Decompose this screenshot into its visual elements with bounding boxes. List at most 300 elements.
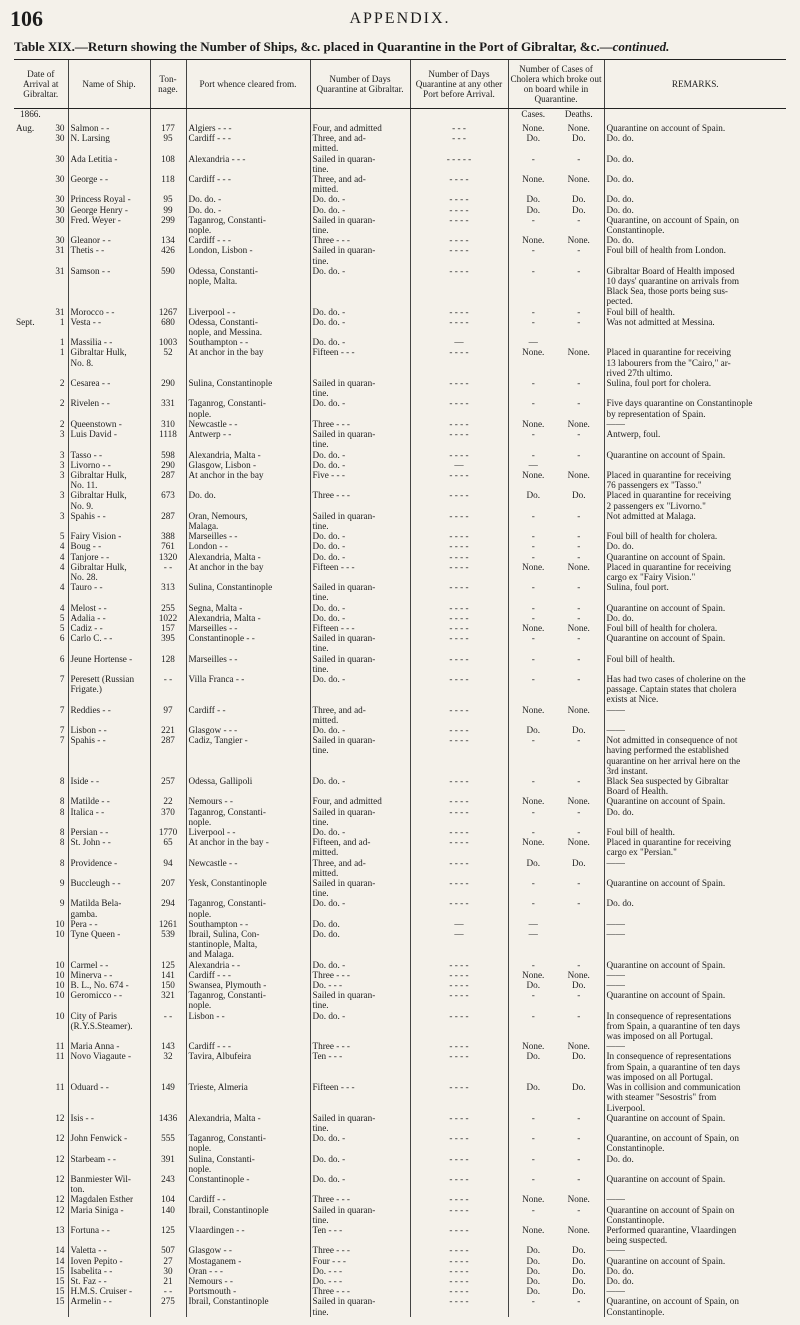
port-cleared: Nemours - -	[188, 1275, 233, 1286]
remarks: Has had two cases of cholerine on the passage. Captain states that cholera exists at Nice.	[606, 673, 746, 705]
tonnage-cell	[150, 837, 186, 857]
tonnage-cell	[150, 460, 186, 470]
cholera-deaths: Do.	[571, 1286, 586, 1297]
cholera-cases: -	[531, 602, 535, 613]
arrival-day: 2	[59, 378, 65, 389]
tonnage-cell	[150, 541, 186, 551]
table-row	[14, 1082, 786, 1113]
port-cleared: Cardiff - - -	[188, 969, 231, 980]
days-other-cell	[410, 878, 508, 898]
port-cleared: Portsmouth -	[188, 1286, 237, 1297]
days-other-port: - - - -	[449, 306, 469, 317]
remarks-cell	[604, 735, 786, 776]
days-gibraltar-cell	[310, 266, 410, 307]
cholera-cases: -	[531, 1204, 535, 1215]
cholera-cell	[508, 317, 604, 337]
ship-name-cell	[68, 347, 150, 378]
ship-name-cell	[68, 603, 150, 613]
arrival-day: 4	[59, 582, 65, 593]
days-gibraltar: Three - - -	[312, 235, 350, 246]
days-gibraltar-cell	[310, 1266, 410, 1276]
table-row	[14, 317, 786, 337]
arrival-day: 7	[59, 704, 65, 715]
arrival-date-cell	[14, 970, 68, 980]
arrival-day: 9	[59, 878, 65, 889]
cholera-deaths: Do.	[571, 724, 586, 735]
cholera-deaths: None.	[567, 704, 590, 715]
days-other-port: - - - -	[449, 378, 469, 389]
arrival-day: 11	[55, 1051, 65, 1062]
cholera-deaths: Do.	[571, 133, 586, 144]
days-other-port: - - - -	[449, 959, 469, 970]
port-cleared: Nemours - -	[188, 796, 233, 807]
days-other-port: - - - -	[449, 347, 469, 358]
ship-name: Fairy Vision -	[70, 531, 122, 542]
ship-name-cell	[68, 1113, 150, 1133]
cholera-deaths: -	[577, 633, 581, 644]
tonnage-cell	[150, 194, 186, 204]
days-other-cell	[410, 245, 508, 265]
days-gibraltar-cell	[310, 562, 410, 582]
tonnage-cell	[150, 337, 186, 347]
tonnage: 94	[163, 857, 173, 868]
cholera-deaths: None.	[567, 469, 590, 480]
days-gibraltar: Three - - -	[312, 1041, 350, 1052]
remarks-cell	[604, 898, 786, 918]
days-other-port: - - - -	[449, 898, 469, 909]
header-days-gibraltar: Number of Days Quarantine at Gibraltar.	[310, 60, 410, 109]
arrival-date-cell	[14, 398, 68, 418]
cholera-deaths: None.	[567, 1224, 590, 1235]
ship-name-cell	[68, 531, 150, 541]
ship-name: Adalia - -	[70, 612, 106, 623]
port-cleared: Marseilles - -	[188, 531, 238, 542]
arrival-date-cell	[14, 827, 68, 837]
arrival-day: 31	[55, 245, 65, 256]
remarks: Quarantine on account of Spain.	[606, 1173, 726, 1184]
tonnage: 1118	[159, 429, 177, 440]
header-cholera-cases: Number of Cases of Cholera which broke out on board while in Quarantine.	[508, 60, 604, 109]
days-gibraltar-cell	[310, 807, 410, 827]
cholera-deaths: -	[577, 673, 581, 684]
port-cleared: Segna, Malta -	[188, 602, 243, 613]
table-row	[14, 837, 786, 857]
days-other-cell	[410, 552, 508, 562]
arrival-date-cell	[14, 307, 68, 317]
remarks: Do. do.	[606, 806, 634, 817]
days-gibraltar-cell	[310, 1174, 410, 1194]
port-cell	[186, 337, 310, 347]
cholera-deaths	[556, 929, 602, 939]
days-other-port: - - - -	[449, 398, 469, 409]
remarks-cell	[604, 245, 786, 265]
remarks-cell	[604, 1174, 786, 1194]
days-gibraltar: Sailed in quaran- tine.	[312, 510, 376, 531]
days-other-port: - - - -	[449, 561, 469, 572]
ship-name: N. Larsing	[70, 133, 110, 144]
arrival-date-cell	[14, 378, 68, 398]
arrival-day: 5	[59, 531, 65, 542]
table-row	[14, 1154, 786, 1174]
days-other-cell	[410, 776, 508, 796]
tonnage: 1003	[158, 337, 178, 348]
cholera-deaths: -	[577, 378, 581, 389]
arrival-day: 4	[59, 541, 65, 552]
ship-name-cell	[68, 205, 150, 215]
port-cell	[186, 919, 310, 929]
tonnage: - -	[163, 1286, 173, 1297]
table-row	[14, 511, 786, 531]
ship-name-cell	[68, 980, 150, 990]
ship-name-cell	[68, 174, 150, 194]
ship-name-cell	[68, 654, 150, 674]
remarks: ——	[606, 980, 625, 991]
ship-name-cell	[68, 1286, 150, 1296]
port-cell	[186, 1245, 310, 1255]
remarks-cell	[604, 470, 786, 490]
port-cell	[186, 266, 310, 307]
tonnage: 52	[163, 347, 173, 358]
days-gibraltar: Three, and ad- mitted.	[312, 133, 366, 154]
arrival-day: 31	[55, 265, 65, 276]
ship-name-cell	[68, 378, 150, 398]
days-other-cell	[410, 194, 508, 204]
cholera-cases: Do.	[526, 1275, 541, 1286]
tonnage-cell	[150, 633, 186, 653]
cholera-cases: -	[531, 898, 535, 909]
days-gibraltar-cell	[310, 1225, 410, 1245]
ship-name: Ioven Pepito -	[70, 1255, 123, 1266]
tonnage-cell	[150, 725, 186, 735]
cholera-cases: -	[531, 1112, 535, 1123]
days-gibraltar-cell	[310, 1286, 410, 1296]
cholera-cases: —	[528, 918, 538, 929]
days-other-cell	[410, 1245, 508, 1255]
cholera-deaths: None.	[567, 174, 590, 185]
remarks-cell	[604, 603, 786, 613]
cholera-deaths: -	[577, 510, 581, 521]
port-cleared: Lisbon - -	[188, 1010, 225, 1021]
tonnage-cell	[150, 603, 186, 613]
ship-name: Boug - -	[70, 541, 102, 552]
remarks-cell	[604, 1296, 786, 1316]
ship-name-cell	[68, 1266, 150, 1276]
days-other-cell	[410, 1205, 508, 1225]
remarks-cell	[604, 511, 786, 531]
port-cleared: At anchor in the bay	[188, 347, 264, 358]
days-gibraltar-cell	[310, 1051, 410, 1082]
table-row	[14, 980, 786, 990]
cholera-cell	[508, 990, 604, 1010]
days-gibraltar: Four - - -	[312, 1255, 346, 1266]
tonnage: 290	[161, 459, 175, 470]
cholera-cell	[508, 419, 604, 429]
days-other-port: - - - -	[449, 1194, 469, 1205]
port-cleared: London - -	[188, 541, 228, 552]
arrival-date-cell	[14, 470, 68, 490]
remarks-cell	[604, 154, 786, 174]
days-other-cell	[410, 980, 508, 990]
page-number: 106	[10, 6, 43, 31]
tonnage-cell	[150, 674, 186, 705]
tonnage-cell	[150, 878, 186, 898]
ship-name: St. John - -	[70, 837, 111, 848]
days-other-port: - - - -	[449, 541, 469, 552]
days-gibraltar-cell	[310, 613, 410, 623]
cholera-deaths: -	[577, 541, 581, 552]
days-other-cell	[410, 970, 508, 980]
days-gibraltar-cell	[310, 623, 410, 633]
days-gibraltar: Three - - -	[312, 418, 350, 429]
cholera-deaths: -	[577, 1133, 581, 1144]
ship-name-cell	[68, 541, 150, 551]
remarks-cell	[604, 429, 786, 449]
days-gibraltar: Three - - -	[312, 1245, 350, 1256]
cholera-cell	[508, 776, 604, 796]
tonnage-cell	[150, 1276, 186, 1286]
days-gibraltar: Fifteen - - -	[312, 1082, 355, 1093]
table-row	[14, 623, 786, 633]
arrival-date-cell	[14, 511, 68, 531]
cholera-cases: -	[531, 316, 535, 327]
tonnage: 95	[163, 194, 173, 205]
remarks-cell	[604, 1225, 786, 1245]
port-cleared: Cardiff - -	[188, 704, 226, 715]
days-gibraltar-cell	[310, 317, 410, 337]
arrival-date-cell	[14, 1205, 68, 1225]
cholera-cell	[508, 205, 604, 215]
days-gibraltar-cell	[310, 205, 410, 215]
port-cell	[186, 133, 310, 153]
tonnage-cell	[150, 174, 186, 194]
cholera-cases: Do.	[526, 490, 541, 501]
header-days-other-port: Number of Days Quarantine at any other Port before Arrival.	[410, 60, 508, 109]
arrival-date-cell	[14, 735, 68, 776]
arrival-day: 30	[55, 174, 65, 185]
ship-name-cell	[68, 1296, 150, 1316]
remarks-cell	[604, 490, 786, 510]
days-gibraltar-cell	[310, 1082, 410, 1113]
port-cell	[186, 154, 310, 174]
days-other-port: - - - -	[449, 429, 469, 440]
port-cell	[186, 582, 310, 602]
ship-name-cell	[68, 1154, 150, 1174]
cholera-cell	[508, 1113, 604, 1133]
cholera-cases: -	[531, 776, 535, 786]
days-gibraltar: Do. do. -	[312, 398, 346, 409]
ship-name: Banmiester Wil- ton.	[70, 1173, 131, 1195]
cholera-cell	[508, 1256, 604, 1266]
table-row	[14, 1276, 786, 1286]
remarks: Do. do.	[606, 898, 634, 909]
days-gibraltar: Sailed in quaran- tine.	[312, 735, 376, 756]
cholera-cell	[508, 603, 604, 613]
running-header	[0, 6, 800, 34]
ship-name: Pera - -	[70, 918, 98, 929]
tonnage-cell	[150, 470, 186, 490]
days-other-cell	[410, 215, 508, 235]
arrival-day: 11	[55, 1041, 65, 1052]
tonnage-cell	[150, 970, 186, 980]
remarks: Not admitted in consequence of not having performed the established quarantine on her arrival here on the 3rd instant.	[606, 735, 741, 776]
remarks: Do. do.	[606, 235, 634, 246]
ship-name: Armelin - -	[70, 1296, 112, 1307]
remarks-cell	[604, 1256, 786, 1266]
cholera-cell	[508, 735, 604, 776]
arrival-day: 8	[59, 776, 65, 786]
days-gibraltar: Do. do. -	[312, 531, 346, 542]
remarks: ——	[606, 918, 625, 929]
days-other-cell	[410, 337, 508, 347]
days-gibraltar: Fifteen - - -	[312, 561, 355, 572]
table-row	[14, 990, 786, 1010]
cholera-cell	[508, 1276, 604, 1286]
days-other-cell	[410, 460, 508, 470]
cholera-cases: -	[531, 959, 535, 970]
arrival-date-cell	[14, 194, 68, 204]
arrival-date-cell	[14, 123, 68, 133]
arrival-date-cell	[14, 776, 68, 796]
days-gibraltar: Do. do. -	[312, 1010, 346, 1021]
table-row	[14, 582, 786, 602]
days-gibraltar-cell	[310, 174, 410, 194]
remarks: Placed in quarantine for receiving cargo ex "Fairy Vision."	[606, 561, 731, 582]
tonnage: 104	[161, 1194, 175, 1205]
remarks-cell	[604, 419, 786, 429]
arrival-date-cell	[14, 419, 68, 429]
table-row	[14, 531, 786, 541]
days-other-port: - - - -	[449, 1173, 469, 1184]
cholera-deaths: -	[577, 398, 581, 409]
arrival-day: 30	[55, 194, 65, 205]
tonnage-cell	[150, 1041, 186, 1051]
days-gibraltar-cell	[310, 552, 410, 562]
arrival-day: 2	[59, 398, 65, 409]
tonnage-cell	[150, 1286, 186, 1296]
tonnage: 22	[163, 796, 173, 807]
days-gibraltar-cell	[310, 194, 410, 204]
port-cleared: Cardiff - -	[188, 1194, 226, 1205]
port-cell	[186, 705, 310, 725]
tonnage: 287	[161, 735, 175, 746]
arrival-date-cell	[14, 337, 68, 347]
cholera-cell	[508, 1154, 604, 1174]
days-gibraltar: Do. do. -	[312, 959, 346, 970]
ship-name: Cadiz - -	[70, 622, 103, 633]
port-cleared: Odessa, Constanti- nople, Malta.	[188, 265, 258, 287]
days-gibraltar: Sailed in quaran- tine.	[312, 653, 376, 674]
days-gibraltar: Fifteen, and ad- mitted.	[312, 837, 371, 858]
days-gibraltar: Sailed in quaran- tine.	[312, 806, 376, 827]
tonnage: 590	[161, 265, 175, 276]
arrival-date-cell	[14, 347, 68, 378]
cholera-cell	[508, 398, 604, 418]
remarks: Do. do.	[606, 1265, 634, 1276]
port-cleared: Ibrail, Constantinople	[188, 1204, 269, 1215]
days-gibraltar-cell	[310, 827, 410, 837]
remarks-cell	[604, 541, 786, 551]
port-cleared: Alexandria, Malta -	[188, 1112, 261, 1123]
arrival-date-cell	[14, 725, 68, 735]
remarks: Quarantine on account of Spain.	[606, 633, 726, 644]
tonnage: 1436	[158, 1112, 178, 1123]
tonnage: 275	[161, 1296, 175, 1307]
days-other-cell	[410, 470, 508, 490]
days-other-port: - - - -	[449, 1255, 469, 1266]
days-gibraltar-cell	[310, 347, 410, 378]
days-other-cell	[410, 531, 508, 541]
port-cleared: Liverpool - -	[188, 827, 236, 838]
port-cell	[186, 735, 310, 776]
arrival-day: 6	[59, 653, 65, 664]
port-cell	[186, 511, 310, 531]
days-other-cell	[410, 796, 508, 806]
port-cell	[186, 245, 310, 265]
table-row	[14, 460, 786, 470]
tonnage-cell	[150, 919, 186, 929]
ship-name-cell	[68, 1041, 150, 1051]
remarks-cell	[604, 1266, 786, 1276]
ship-name: Providence -	[70, 857, 118, 868]
port-cleared: Villa Franca - -	[188, 673, 245, 684]
days-gibraltar-cell	[310, 1011, 410, 1042]
cholera-cell	[508, 725, 604, 735]
table-row	[14, 1041, 786, 1051]
remarks: Quarantine on account of Spain.	[606, 1255, 726, 1266]
remarks: Sulina, foul port.	[606, 582, 669, 593]
ship-name-cell	[68, 878, 150, 898]
cholera-deaths: -	[577, 612, 581, 623]
arrival-date-cell	[14, 266, 68, 307]
days-gibraltar: Do. do. -	[312, 194, 346, 205]
days-gibraltar: Do. do. -	[312, 724, 346, 735]
port-cleared: Odessa, Gallipoli	[188, 776, 253, 786]
days-gibraltar: Do. do.	[312, 929, 340, 940]
arrival-date-cell	[14, 878, 68, 898]
ship-name-cell	[68, 123, 150, 133]
tonnage-cell	[150, 1154, 186, 1174]
port-cell	[186, 980, 310, 990]
cholera-cell	[508, 929, 604, 960]
arrival-day: 7	[59, 724, 65, 735]
tonnage-cell	[150, 623, 186, 633]
days-other-cell	[410, 898, 508, 918]
arrival-date-cell	[14, 450, 68, 460]
port-cell	[186, 1266, 310, 1276]
ship-name-cell	[68, 460, 150, 470]
arrival-date-cell	[14, 1082, 68, 1113]
cholera-deaths: Do.	[571, 490, 586, 501]
cholera-deaths: None.	[567, 123, 590, 133]
cholera-cases: —	[528, 929, 538, 940]
arrival-date-cell	[14, 154, 68, 174]
tonnage: 555	[161, 1133, 175, 1144]
table-row	[14, 633, 786, 653]
tonnage: 27	[163, 1255, 173, 1266]
days-other-cell	[410, 378, 508, 398]
days-other-cell	[410, 429, 508, 449]
port-cleared: Glasgow - -	[188, 1245, 232, 1256]
days-gibraltar: Do. do.	[312, 918, 340, 929]
table-row	[14, 307, 786, 317]
tonnage-cell	[150, 1011, 186, 1042]
ship-name-cell	[68, 705, 150, 725]
days-other-port: - - - -	[449, 827, 469, 838]
table-row	[14, 378, 786, 398]
days-gibraltar: Sailed in quaran- tine.	[312, 582, 376, 603]
tonnage-cell	[150, 980, 186, 990]
days-other-port: - - - -	[449, 510, 469, 521]
